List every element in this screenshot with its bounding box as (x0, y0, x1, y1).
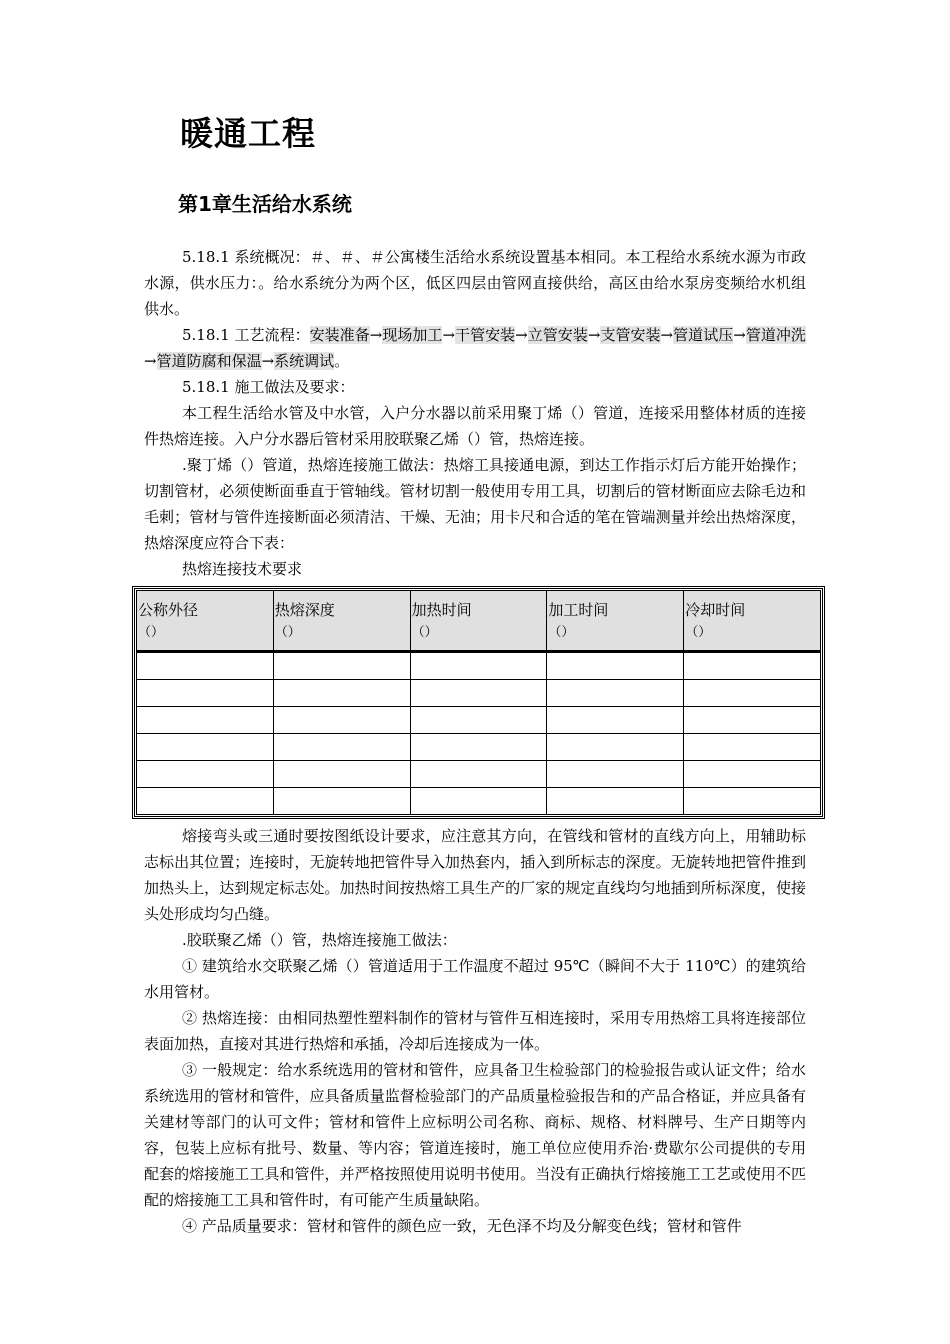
process-flow-step: 立管安装 (527, 326, 588, 344)
process-flow-arrow: → (144, 352, 157, 370)
table-cell (137, 652, 274, 680)
table-cell (684, 788, 821, 815)
chapter-heading: 第1章生活给水系统 (178, 192, 352, 216)
paragraph-item-1: ① 建筑给水交联聚乙烯（）管道适用于工作温度不超过 95℃（瞬间不大于 110℃）的建筑给水用管材。 (144, 957, 806, 1001)
process-flow-arrow: → (587, 326, 601, 344)
paragraph-elbow-fusion: 熔接弯头或三通时要按图纸设计要求，应注意其方向，在管线和管材的直线方向上，用辅助标志标出其位置；连接时，无旋转地把管件导入加热套内，插入到所标志的深度。无旋转地把管件推到加热头上，达到规定标志处。加热时间按热熔工具生产的厂家的规定直线均匀地插到所标深度，使接头处形成均匀凸缝。 (144, 827, 806, 923)
table-header-cell (547, 591, 684, 652)
document-body (138, 244, 806, 1239)
table-cell (684, 680, 821, 707)
table-cell (273, 788, 410, 815)
paragraph-pipe-materials: 本工程生活给水管及中水管，入户分水器以前采用聚丁烯（）管道，连接采用整体材质的连接件热熔连接。入户分水器后管材采用胶联聚乙烯（）管，热熔连接。 (144, 404, 806, 448)
process-flow-prefix: 5.18.1 工艺流程： (182, 326, 310, 344)
process-flow-arrow: → (261, 352, 275, 370)
table-header-unit: （） (685, 625, 712, 640)
table-header-label: 冷却时间 (685, 601, 746, 619)
process-flow-step: 安装准备 (309, 326, 370, 344)
table-cell (410, 680, 547, 707)
table-header-label: 公称外径 (138, 601, 199, 619)
paragraph-pb-procedure: .聚丁烯（）管道，热熔连接施工做法：热熔工具接通电源，到达工作指示灯后方能开始操作；切割管材，必须使断面垂直于管轴线。管材切割一般使用专用工具，切割后的管材断面应去除毛边和毛刺；管材与管件连接断面必须清洁、干燥、无油；用卡尺和合适的笔在管端测量并绘出热熔深度，热熔深度应符合下表： (144, 456, 806, 552)
table-cell (410, 707, 547, 734)
table-cell (410, 761, 547, 788)
table-row (137, 707, 821, 734)
process-flow-step: 支管安装 (600, 326, 661, 344)
table-header-label: 热熔深度 (274, 601, 335, 619)
table-header-cell (273, 591, 410, 652)
paragraph-overview: 5.18.1 系统概况：＃、＃、＃公寓楼生活给水系统设置基本相同。本工程给水系统水源为市政水源，供水压力：。给水系统分为两个区，低区四层由管网直接供给，高区由给水泵房变频给水机组供水。 (144, 248, 806, 318)
table-cell (273, 734, 410, 761)
table-cell (684, 707, 821, 734)
table-row (137, 761, 821, 788)
table-cell (273, 707, 410, 734)
paragraph-item-2: ② 热熔连接：由相同热塑性塑料制作的管材与管件互相连接时，采用专用热熔工具将连接部位表面加热，直接对其进行热熔和承插，冷却后连接成为一体。 (144, 1009, 806, 1053)
process-flow-arrow: → (660, 326, 674, 344)
table-cell (547, 734, 684, 761)
table-cell (273, 652, 410, 680)
table-cell (410, 734, 547, 761)
process-flow-arrow: → (369, 326, 383, 344)
table-header-cell (410, 591, 547, 652)
table-header-label: 加热时间 (411, 601, 472, 619)
process-flow-step: 系统调试 (274, 352, 335, 370)
paragraph-construction-heading: 5.18.1 施工做法及要求： (182, 378, 355, 396)
table-header-unit: （） (548, 625, 575, 640)
paragraph-item-4: ④ 产品质量要求：管材和管件的颜色应一致，无色泽不均及分解变色线；管材和管件 (182, 1217, 742, 1235)
table-cell (684, 734, 821, 761)
table-cell (273, 761, 410, 788)
table-cell (137, 680, 274, 707)
process-flow-step: 现场加工 (382, 326, 443, 344)
table-cell (684, 652, 821, 680)
process-flow-step: 干管安装 (455, 326, 516, 344)
table-header-cell (684, 591, 821, 652)
table-caption: 热熔连接技术要求 (182, 560, 303, 578)
table-row (137, 788, 821, 815)
table-cell (547, 680, 684, 707)
process-flow-step: 管道试压 (673, 326, 734, 344)
process-flow-step: 管道防腐和保温 (156, 352, 262, 370)
table-row (137, 652, 821, 680)
paragraph-item-3: ③ 一般规定：给水系统选用的管材和管件，应具备卫生检验部门的检验报告或认证文件；给水系统选用的管材和管件，应具备质量监督检验部门的产品质量检验报告和的产品合格证，并应具备有关建材等部门的认可文件；管材和管件上应标明公司名称、商标、规格、材料牌号、生产日期等内容，包装上应标有批号、数量、等内容；管道连接时，施工单位应使用乔治·费歇尔公司提供的专用配套的熔接施工工具和管件，并严格按照使用说明书使用。当没有正确执行熔接施工工艺或使用不匹配的熔接施工工具和管件时，有可能产生质量缺陷。 (144, 1061, 806, 1209)
table-cell (547, 761, 684, 788)
table-row (137, 680, 821, 707)
table-header-unit: （） (138, 625, 165, 640)
paragraph-pex-heading: .胶联聚乙烯（）管，热熔连接施工做法： (182, 931, 457, 949)
process-flow-arrow: → (442, 326, 456, 344)
process-flow-suffix: 。 (334, 352, 350, 370)
table-cell (547, 652, 684, 680)
table-cell (547, 788, 684, 815)
table-cell (137, 788, 274, 815)
table-cell (137, 761, 274, 788)
fusion-spec-table-frame (132, 586, 825, 819)
table-header-unit: （） (274, 625, 301, 640)
table-cell (547, 707, 684, 734)
paragraph-process-flow (144, 322, 806, 374)
table-header-label: 加工时间 (548, 601, 609, 619)
process-flow-arrow: → (733, 326, 746, 344)
table-cell (684, 761, 821, 788)
table-header-unit: （） (411, 625, 438, 640)
table-cell (273, 680, 410, 707)
table-header-row (137, 591, 821, 652)
table-header-cell (137, 591, 274, 652)
table-cell (410, 652, 547, 680)
table-cell (137, 707, 274, 734)
process-flow-step: 管道冲洗 (745, 326, 806, 344)
fusion-spec-table (136, 590, 821, 815)
table-cell (410, 788, 547, 815)
process-flow-arrow: → (515, 326, 528, 344)
table-row (137, 734, 821, 761)
table-cell (137, 734, 274, 761)
page-title: 暖通工程 (180, 114, 316, 153)
table-body (137, 652, 821, 815)
